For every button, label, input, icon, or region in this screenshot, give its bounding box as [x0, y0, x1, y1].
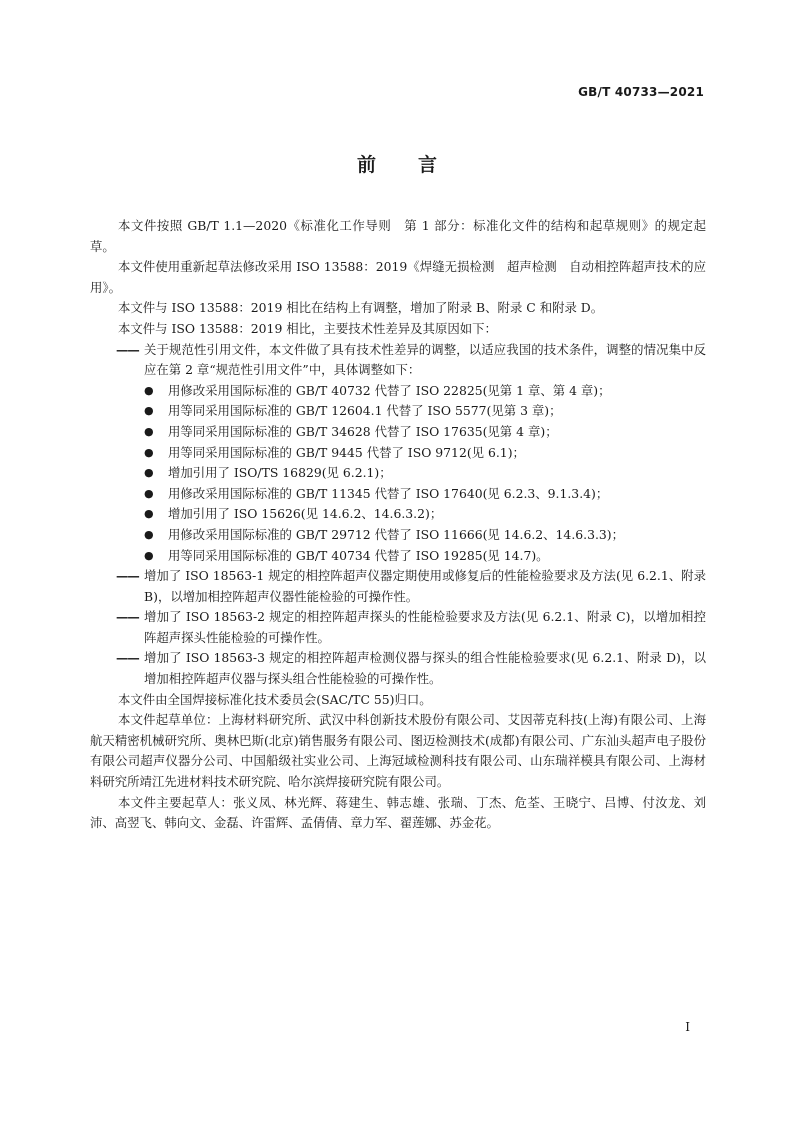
standard-code: GB/T 40733—2021: [578, 85, 704, 99]
list-item: ● 用修改采用国际标准的 GB/T 40732 代替了 ISO 22825(见第 1 章、第 4 章)；: [90, 381, 706, 402]
paragraph: 本文件由全国焊接标准化技术委员会(SAC/TC 55)归口。: [118, 691, 432, 707]
dash-marker: ——: [116, 568, 139, 584]
dash-item-text: 关于规范性引用文件，本文件做了具有技术性差异的调整，以适应我国的技术条件，调整的情况集中反应在第 2 章“规范性引用文件”中，具体调整如下：: [144, 341, 706, 378]
bullet-icon: ●: [144, 548, 154, 562]
bullet-icon: ●: [144, 424, 154, 438]
list-item: ● 用等同采用国际标准的 GB/T 40734 代替了 ISO 19285(见 14.7)。: [90, 546, 706, 567]
list-item: ● 增加引用了 ISO/TS 16829(见 6.2.1)；: [90, 463, 706, 484]
dash-list-item: [90, 566, 706, 607]
dash-marker: ——: [116, 609, 139, 625]
bullet-icon: ●: [144, 383, 154, 397]
dash-item-text: 增加了 ISO 18563-2 规定的相控阵超声探头的性能检验要求及方法(见 6.2.1、附录 C)，以增加相控阵超声探头性能检验的可操作性。: [144, 609, 706, 645]
page-title: 前言: [356, 154, 479, 176]
bullet-list: [90, 381, 706, 566]
page-number: I: [685, 1020, 690, 1034]
dash-list-item: [90, 607, 706, 648]
paragraph: 本文件与 ISO 13588：2019 相比在结构上有调整，增加了附录 B、附录 C 和附录 D。: [118, 300, 604, 316]
list-item: ● 用等同采用国际标准的 GB/T 34628 代替了 ISO 17635(见第 4 章)；: [90, 422, 706, 443]
list-item: ● 用等同采用国际标准的 GB/T 9445 代替了 ISO 9712(见 6.1)；: [90, 443, 706, 464]
dash-list-item: [90, 648, 706, 689]
paragraph: 本文件按照 GB/T 1.1—2020《标准化工作导则 第 1 部分：标准化文件的结构和起草规则》的规定起草。: [90, 218, 706, 254]
list-item: ● 增加引用了 ISO 15626(见 14.6.2、14.6.3.2)；: [90, 504, 706, 525]
dash-marker: ——: [116, 341, 139, 357]
bullet-icon: ●: [144, 507, 154, 521]
dash-list-item: [90, 340, 706, 381]
bullet-icon: ●: [144, 445, 154, 459]
bullet-icon: ●: [144, 466, 154, 480]
paragraph: 本文件与 ISO 13588：2019 相比，主要技术性差异及其原因如下：: [118, 320, 497, 336]
dash-item-text: 增加了 ISO 18563-3 规定的相控阵超声检测仪器与探头的组合性能检验要求(见 6.2.1、附录 D)，以增加相控阵超声仪器与探头组合性能检验的可操作性。: [144, 650, 706, 687]
bullet-icon: ●: [144, 404, 154, 418]
paragraph: 本文件主要起草人：张义凤、林光辉、蒋建生、韩志雄、张瑞、丁杰、危荃、王晓宁、吕博、付汝龙、刘沛、高翌飞、韩向文、金磊、许雷辉、孟倩倩、章力军、翟莲娜、苏金花。: [90, 794, 706, 831]
list-item: ● 用修改采用国际标准的 GB/T 29712 代替了 ISO 11666(见 14.6.2、14.6.3.3)；: [90, 525, 706, 546]
foreword-body: [90, 216, 706, 834]
bullet-icon: ●: [144, 486, 154, 500]
bullet-icon: ●: [144, 527, 154, 541]
paragraph: 本文件起草单位：上海材料研究所、武汉中科创新技术股份有限公司、艾因蒂克科技(上海)有限公司、上海航天精密机械研究所、奥林巴斯(北京)销售服务有限公司、图迈检测技术(成都)有限公司、广东汕头超声电子股份有限公司超声仪器分公司、中国船级社实业公司、上海冠域检测科技有限公司、山东瑞祥模具有限公司、上海材料研究所靖江先进材料技术研究院、哈尔滨焊接研究院有限公司。: [90, 712, 706, 790]
paragraph: 本文件使用重新起草法修改采用 ISO 13588：2019《焊缝无损检测 超声检测 自动相控阵超声技术的应用》。: [90, 259, 706, 295]
dash-item-text: 增加了 ISO 18563-1 规定的相控阵超声仪器定期使用或修复后的性能检验要求及方法(见 6.2.1、附录 B)，以增加相控阵超声仪器性能检验的可操作性。: [144, 568, 706, 604]
dash-marker: ——: [116, 650, 139, 666]
list-item: ● 用等同采用国际标准的 GB/T 12604.1 代替了 ISO 5577(见第 3 章)；: [90, 401, 706, 422]
list-item: ● 用修改采用国际标准的 GB/T 11345 代替了 ISO 17640(见 6.2.3、9.1.3.4)；: [90, 484, 706, 505]
